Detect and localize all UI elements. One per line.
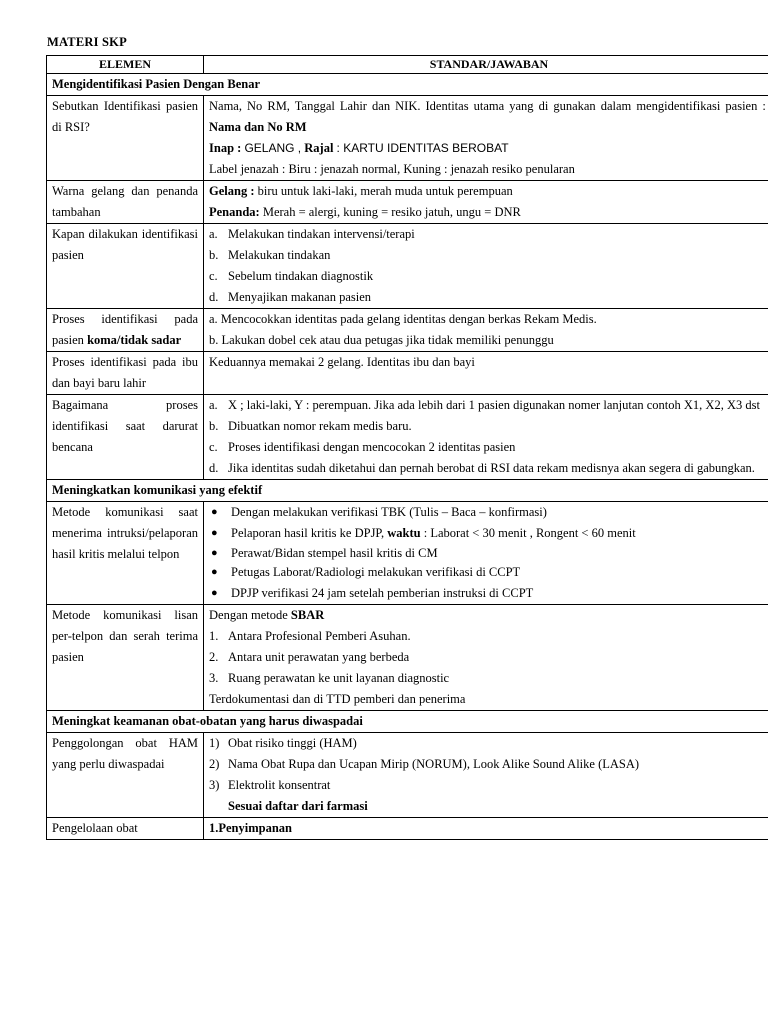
section-title: Meningkatkan komunikasi yang efektif — [47, 480, 768, 502]
table-row — [47, 502, 768, 605]
answer-cell — [204, 309, 768, 352]
table-row — [47, 96, 768, 181]
list-item: 2. Antara unit perawatan yang berbeda — [209, 650, 410, 664]
bullet-icon: ● — [211, 506, 218, 518]
answer-emphasis: Gelang : — [209, 184, 255, 198]
list-item: b. Dibuatkan nomor rekam medis baru. — [209, 419, 412, 433]
answer-text: : KARTU IDENTITAS BEROBAT — [336, 141, 509, 155]
list-item: 1) Obat risiko tinggi (HAM) — [209, 736, 357, 750]
answer-cell — [204, 96, 768, 181]
answer-cell — [204, 181, 768, 224]
question-emphasis: koma/tidak sadar — [87, 333, 182, 347]
section-row — [47, 480, 768, 502]
answer-text: GELANG , — [244, 141, 302, 155]
skp-table — [46, 55, 768, 840]
question-cell: Kapan dilakukan identifikasi pasien — [47, 224, 204, 309]
table-row — [47, 181, 768, 224]
question-cell — [47, 309, 204, 352]
header-element: ELEMEN — [47, 56, 204, 74]
header-standard: STANDAR/JAWABAN — [204, 56, 768, 74]
answer-line — [209, 202, 768, 223]
answer-line: Label jenazah : Biru : jenazah normal, Kuning : jenazah resiko penularan — [209, 162, 575, 176]
table-row — [47, 818, 768, 840]
table-row — [47, 224, 768, 309]
answer-emphasis: Penanda: — [209, 205, 260, 219]
answer-cell — [204, 395, 768, 480]
list-item: 3) Elektrolit konsentrat — [209, 778, 331, 792]
question-cell: Metode komunikasi saat menerima intruksi/pelaporan hasil kritis melalui telpon — [47, 502, 204, 605]
list-item: ● Petugas Laborat/Radiologi melakukan verifikasi di CCPT — [209, 562, 768, 583]
table-row — [47, 309, 768, 352]
table-row — [47, 733, 768, 818]
table-row — [47, 605, 768, 711]
answer-line: Sesuai daftar dari farmasi — [228, 799, 368, 813]
bullet-icon: ● — [211, 587, 218, 599]
list-item: ● DPJP verifikasi 24 jam setelah pemberian instruksi di CCPT — [209, 583, 768, 604]
answer-cell: Keduannya memakai 2 gelang. Identitas ibu dan bayi — [204, 352, 768, 395]
list-item: c. Proses identifikasi dengan mencocokan 2 identitas pasien — [209, 440, 516, 454]
list-item: c. Sebelum tindakan diagnostik — [209, 269, 374, 283]
question-cell: Metode komunikasi lisan per-telpon dan serah terima pasien — [47, 605, 204, 711]
table-header-row — [47, 56, 768, 74]
question-cell: Sebutkan Identifikasi pasien di RSI? — [47, 96, 204, 181]
question-cell: Pengelolaan obat — [47, 818, 204, 840]
bullet-icon: ● — [211, 527, 218, 539]
bullet-icon: ● — [211, 566, 218, 578]
section-row — [47, 74, 768, 96]
answer-line: b. Lakukan dobel cek atau dua petugas jika tidak memiliki penunggu — [209, 333, 554, 347]
list-item: d. Menyajikan makanan pasien — [209, 290, 372, 304]
answer-line — [209, 138, 768, 159]
table-row — [47, 352, 768, 395]
answer-text: Merah = alergi, kuning = resiko jatuh, ungu = DNR — [262, 205, 521, 219]
section-row — [47, 711, 768, 733]
answer-line: Dengan metode SBAR — [209, 608, 325, 622]
question-cell: Penggolongan obat HAM yang perlu diwaspadai — [47, 733, 204, 818]
section-title: Meningkat keamanan obat-obatan yang harus diwaspadai — [47, 711, 768, 733]
list-item: ● Pelaporan hasil kritis ke DPJP, waktu : Laborat < 30 menit , Rongent < 60 menit — [209, 523, 768, 544]
answer-line — [209, 96, 768, 138]
answer-cell — [204, 605, 768, 711]
answer-emphasis: Inap : — [209, 141, 242, 155]
question-cell: Warna gelang dan penanda tambahan — [47, 181, 204, 224]
answer-text: biru untuk laki-laki, merah muda untuk perempuan — [257, 184, 513, 198]
bullet-icon: ● — [211, 547, 218, 559]
answer-text: Nama, No RM, Tanggal Lahir dan NIK. Identitas utama yang di gunakan dalam mengidentifikasi pasien : — [209, 99, 766, 113]
question-text: Proses identifikasi pada pasien — [52, 312, 198, 347]
list-item: ● Dengan melakukan verifikasi TBK (Tulis – Baca – konfirmasi) — [209, 502, 768, 523]
list-item: 1. Antara Profesional Pemberi Asuhan. — [209, 629, 411, 643]
question-cell: Bagaimana proses identifikasi saat darurat bencana — [47, 395, 204, 480]
answer-cell — [204, 224, 768, 309]
list-item: a. Melakukan tindakan intervensi/terapi — [209, 227, 415, 241]
list-item: a. X ; laki-laki, Y : perempuan. Jika ada lebih dari 1 pasien digunakan nomer lanjutan contoh X1, X2, X3 dst — [209, 398, 760, 412]
answer-line: a. Mencocokkan identitas pada gelang identitas dengan berkas Rekam Medis. — [209, 312, 597, 326]
answer-cell — [204, 502, 768, 605]
question-cell: Proses identifikasi pada ibu dan bayi baru lahir — [47, 352, 204, 395]
answer-line — [209, 181, 768, 202]
list-item: 3. Ruang perawatan ke unit layanan diagnostic — [209, 671, 450, 685]
list-item: ● Perawat/Bidan stempel hasil kritis di CM — [211, 546, 438, 560]
bullet-list — [209, 502, 768, 604]
answer-emphasis: Rajal — [304, 141, 334, 155]
answer-cell: 1.Penyimpanan — [204, 818, 768, 840]
section-title: Mengidentifikasi Pasien Dengan Benar — [47, 74, 768, 96]
list-item: d. Jika identitas sudah diketahui dan pernah berobat di RSI data rekam medisnya akan segera di gabungkan. — [209, 461, 755, 475]
answer-emphasis: Nama dan No RM — [209, 120, 307, 134]
document-title: MATERI SKP — [47, 35, 127, 49]
list-item: 2) Nama Obat Rupa dan Ucapan Mirip (NORUM), Look Alike Sound Alike (LASA) — [209, 757, 640, 771]
answer-line: Terdokumentasi dan di TTD pemberi dan penerima — [209, 692, 466, 706]
list-item: b. Melakukan tindakan — [209, 248, 331, 262]
answer-cell — [204, 733, 768, 818]
table-row — [47, 395, 768, 480]
